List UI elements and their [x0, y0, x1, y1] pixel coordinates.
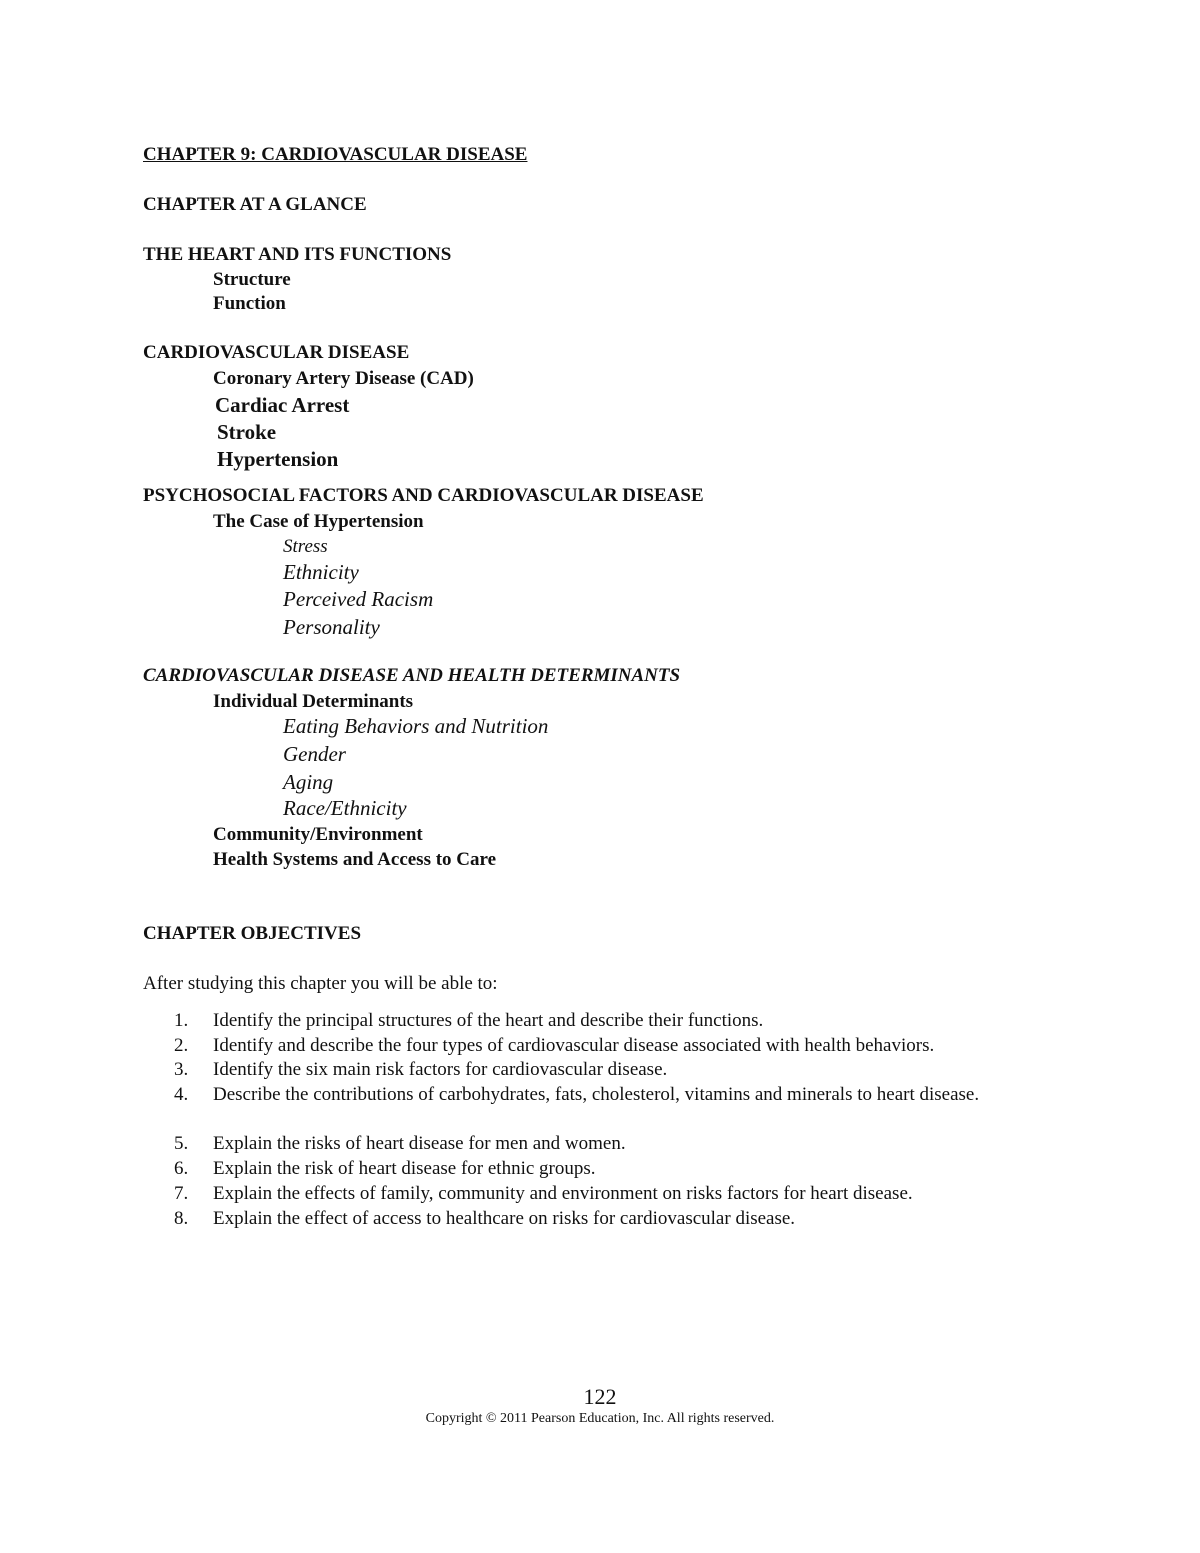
cvd-item-cad: Coronary Artery Disease (CAD) — [213, 368, 474, 389]
psycho-sub-hypertension: The Case of Hypertension — [213, 511, 424, 532]
objective-item: Explain the risks of heart disease for men and women. — [213, 1133, 626, 1154]
determinants-sub-community: Community/Environment — [213, 824, 423, 845]
chapter-title: CHAPTER 9: CARDIOVASCULAR DISEASE — [143, 144, 528, 165]
objective-item: Explain the effect of access to healthcare on risks for cardiovascular disease. — [213, 1208, 796, 1229]
determinants-item-race: Race/Ethnicity — [283, 796, 407, 820]
objective-number: 4. — [174, 1084, 189, 1105]
objectives-heading: CHAPTER OBJECTIVES — [143, 923, 362, 944]
heart-item-structure: Structure — [213, 269, 291, 290]
psycho-item-personality: Personality — [283, 615, 380, 639]
cvd-item-stroke: Stroke — [217, 420, 277, 444]
psycho-item-ethnicity: Ethnicity — [283, 560, 359, 584]
determinants-item-gender: Gender — [283, 742, 346, 766]
objective-number: 1. — [174, 1010, 189, 1031]
objective-number: 2. — [174, 1035, 189, 1056]
objective-number: 8. — [174, 1208, 189, 1229]
cvd-item-cardiac-arrest: Cardiac Arrest — [215, 393, 350, 417]
glance-heading: CHAPTER AT A GLANCE — [143, 194, 367, 215]
section-cvd-title: CARDIOVASCULAR DISEASE — [143, 342, 410, 363]
copyright-notice: Copyright © 2011 Pearson Education, Inc. All rights reserved. — [425, 1411, 775, 1426]
section-psycho-title: PSYCHOSOCIAL FACTORS AND CARDIOVASCULAR DISEASE — [143, 485, 704, 506]
objective-number: 5. — [174, 1133, 189, 1154]
section-heart-title: THE HEART AND ITS FUNCTIONS — [143, 244, 452, 265]
determinants-item-eating: Eating Behaviors and Nutrition — [283, 714, 549, 738]
section-determinants-title: CARDIOVASCULAR DISEASE AND HEALTH DETERMINANTS — [143, 665, 681, 686]
objectives-intro: After studying this chapter you will be able to: — [143, 973, 498, 994]
page-number: 122 — [583, 1384, 617, 1409]
objective-number: 7. — [174, 1183, 189, 1204]
objective-item: Identify and describe the four types of cardiovascular disease associated with health behaviors. — [213, 1035, 935, 1056]
determinants-item-aging: Aging — [283, 770, 334, 794]
objective-item: Explain the effects of family, community and environment on risks factors for heart disease. — [213, 1183, 913, 1204]
heart-item-function: Function — [213, 293, 286, 314]
objective-item: Describe the contributions of carbohydrates, fats, cholesterol, vitamins and minerals to heart disease. — [213, 1084, 980, 1105]
objective-number: 6. — [174, 1158, 189, 1179]
psycho-item-racism: Perceived Racism — [283, 587, 434, 611]
psycho-item-stress: Stress — [283, 536, 328, 557]
determinants-sub-individual: Individual Determinants — [213, 691, 414, 712]
objective-item: Explain the risk of heart disease for ethnic groups. — [213, 1158, 596, 1179]
determinants-sub-health-systems: Health Systems and Access to Care — [213, 849, 497, 870]
cvd-item-hypertension: Hypertension — [217, 447, 339, 471]
objective-number: 3. — [174, 1059, 189, 1080]
objective-item: Identify the six main risk factors for cardiovascular disease. — [213, 1059, 668, 1080]
objective-item: Identify the principal structures of the heart and describe their functions. — [213, 1010, 764, 1031]
